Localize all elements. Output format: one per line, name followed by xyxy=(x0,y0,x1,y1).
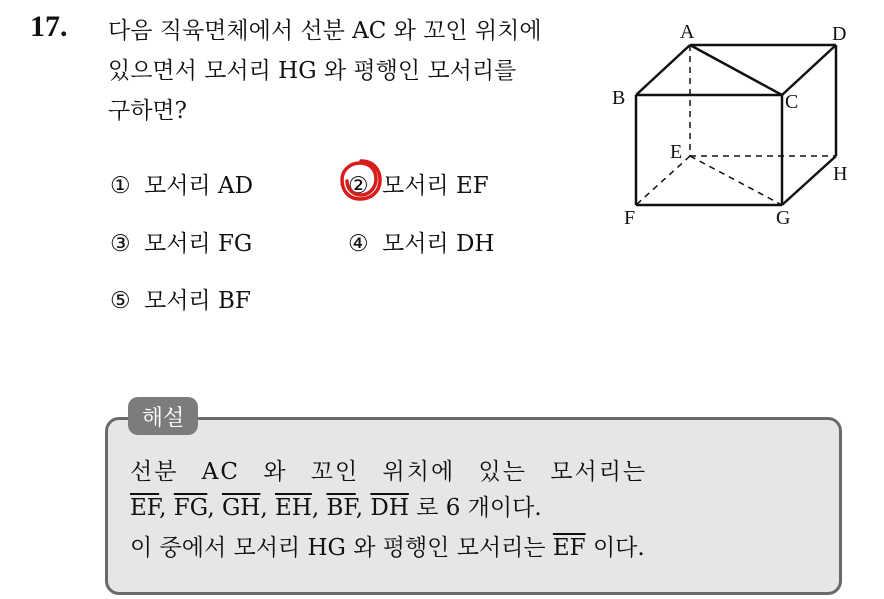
question-number: 17. xyxy=(30,10,68,43)
edge-eh: $\overline{EH}$ xyxy=(275,495,312,521)
edge-gh: $\overline{GH}$ xyxy=(221,495,261,521)
vertex-label-b: B xyxy=(612,87,626,109)
choice-1-number: ① xyxy=(110,173,131,199)
solution-line-3-suffix: 이다. xyxy=(592,535,645,561)
choice-3[interactable] xyxy=(110,225,252,258)
choice-5[interactable] xyxy=(110,282,251,315)
solution-tag: 해설 xyxy=(128,397,198,435)
choice-5-number: ⑤ xyxy=(110,288,131,314)
choice-1[interactable] xyxy=(110,167,253,200)
cuboid-solid-edges xyxy=(636,45,836,205)
solution-line-2: $\overline{EF}$, $\overline{FG}$, $\overline{GH}$, $\overline{EH}$, $\overline{BF}$, $\overline{DH}$ 로 6 개이다. xyxy=(130,495,542,521)
vertex-label-g: G xyxy=(776,207,791,229)
vertex-label-c: C xyxy=(785,91,799,113)
solution-line-3-prefix: 이 중에서 모서리 HG 와 평행인 모서리는 xyxy=(130,535,546,561)
solution-line-1: 선분 AC 와 꼬인 위치에 있는 모서리는 xyxy=(130,459,648,485)
solution-line-3 xyxy=(130,529,645,562)
vertex-label-e: E xyxy=(670,141,683,163)
solution-line-2-suffix: 로 6 개이다. xyxy=(416,495,542,521)
choice-5-text: 모서리 BF xyxy=(144,288,251,314)
edge-fg: $\overline{FG}$ xyxy=(173,495,208,521)
vertex-label-a: A xyxy=(680,21,695,43)
choice-3-number: ③ xyxy=(110,231,131,257)
vertex-label-d: D xyxy=(832,23,847,45)
choice-4[interactable] xyxy=(348,225,494,258)
edge-ef: $\overline{EF}$ xyxy=(130,495,160,521)
vertex-label-f: F xyxy=(624,207,636,229)
vertex-label-h: H xyxy=(833,163,848,185)
choice-4-number: ④ xyxy=(348,231,369,257)
question-text-line-2: 있으면서 모서리 HG 와 평행인 모서리를 xyxy=(108,58,517,84)
question-text-line-1: 다음 직육면체에서 선분 AC 와 꼬인 위치에 xyxy=(108,18,542,44)
choice-2-number: ② xyxy=(348,173,369,199)
edge-bf: $\overline{BF}$ xyxy=(326,495,356,521)
question-text-line-3: 구하면? xyxy=(108,98,187,124)
cuboid-figure xyxy=(600,18,870,233)
choice-2-text: 모서리 EF xyxy=(382,173,489,199)
choice-1-text: 모서리 AD xyxy=(144,173,254,199)
choice-4-text: 모서리 DH xyxy=(382,231,495,257)
answer-edge-ef: $\overline{EF}$ xyxy=(552,535,586,561)
edge-dh: $\overline{DH}$ xyxy=(370,495,409,521)
answer-circle-mark xyxy=(338,157,384,203)
choice-3-text: 모서리 FG xyxy=(144,231,253,257)
